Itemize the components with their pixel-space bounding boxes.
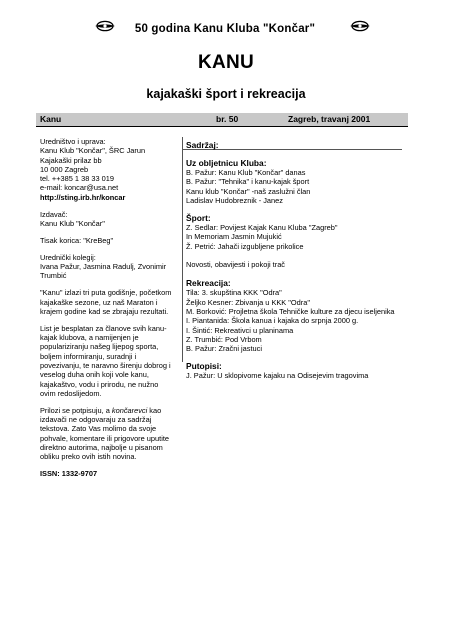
publication-title: KANU	[197, 52, 255, 73]
masthead-text: 50 godina Kanu Kluba "Končar"	[134, 23, 316, 35]
imprint-frequency: "Kanu" izlazi tri puta godišnje, početkom kajakaške sezone, uz naš Maraton i krajem godine kad se zbrajaju rezultati.	[40, 288, 172, 316]
issue-bar-date: Zagreb, travanj 2001	[288, 114, 371, 124]
contents-item[interactable]: Z. Sedlar: Povijest Kajak Kanu Kluba "Zagreb"	[186, 223, 338, 233]
contents-column	[186, 140, 406, 381]
masthead	[80, 23, 370, 35]
contents-item[interactable]: M. Borković: Projletna škola Tehničke kulture za djecu iseljenika	[186, 306, 395, 316]
contents-section-title: Šport:	[186, 213, 211, 224]
imprint-issn: ISSN: 1332-9707	[40, 469, 98, 479]
contents-item[interactable]: Ladislav Hudobreznik - Janez	[186, 195, 283, 205]
contents-section-title: Uz obljetnicu Kluba:	[186, 158, 267, 168]
contents-item[interactable]: Tila: 3. skupština KKK "Odra"	[186, 288, 282, 298]
imprint-editorial: Urednički kolegij: Ivana Pažur, Jasmina Radulj, Zvonimir Trumbić	[40, 252, 167, 281]
contents-item[interactable]: Z. Trumbić: Pod Vrbom	[186, 334, 262, 344]
contents-item[interactable]: Ž. Petrić: Jahači izgubljene prikolice	[186, 241, 304, 251]
imprint-column	[40, 137, 180, 478]
contents-section-title: Putopisi:	[186, 361, 222, 372]
contents-item[interactable]: B. Pažur: "Tehnika" i kanu-kajak šport	[186, 177, 310, 187]
column-divider	[182, 137, 183, 362]
contents-item[interactable]: Kanu klub "Končar" -naš zaslužni član	[186, 186, 311, 196]
contents-item[interactable]: In Memoriam Jasmin Mujukić	[186, 232, 282, 242]
imprint-print: Tisak korica: "KreBeg"	[40, 235, 114, 245]
contents-item[interactable]: J. Pažur: U sklopivome kajaku na Odisejevim tragovima	[186, 371, 369, 381]
publication-subtitle: kajakaški šport i rekreacija	[146, 87, 306, 101]
contents-heading: Sadržaj:	[186, 140, 219, 150]
contents-item[interactable]: B. Pažur: Zračni jastuci	[186, 344, 262, 354]
imprint-publisher: Uredništvo i uprava: Kanu Klub "Končar", ŠRC Jarun Kajakaški prilaz bb 10 000 Zagreb tel. ++385 1 38 33 019 e-mail: koncar@usa.net http://sting.irb.hr/koncar	[40, 137, 180, 202]
contents-item[interactable]: Novosti, obavijesti i pokoji trač	[186, 260, 285, 270]
club-logo-left-icon	[94, 20, 116, 32]
contents-item[interactable]: B. Pažur: Kanu Klub "Končar" danas	[186, 168, 306, 177]
contents-item[interactable]: Željko Kesner: Zbivanja u KKK "Odra"	[186, 297, 310, 307]
imprint-disclaimer: Prilozi se potpisuju, a končarevci kao izdavači ne odgovaraju za sadržaj tekstova. Zato Vas molimo da svoje pohvale, komentare ili prigovore uputite direktno autorima, najbolje u pisanom obliku preko ovih istih novina.	[40, 405, 170, 462]
imprint-email: e-mail: koncar@usa.net	[40, 183, 119, 193]
issue-bar-number: br. 50	[216, 114, 239, 124]
issue-bar-name: Kanu	[40, 114, 62, 124]
contents-item[interactable]: I. Piantanida: Škola kanua i kajaka do srpnja 2000 g.	[186, 316, 359, 326]
contents-item[interactable]: I. Šintić: Rekreativci u planinama	[186, 325, 294, 335]
imprint-mission: List je besplatan za članove svih kanu- kajak klubova, a namijenjen je populariziranju našeg lijepog sporta, boljem informiranju, suradnji i povezivanju, te naravno širenju dobrog i veselog duha onih koji vole kanu, kajakaštvo, vodu i prirodu, ne nužno ovim redoslijedom.	[40, 323, 171, 398]
imprint-website-link[interactable]: http://sting.irb.hr/koncar	[40, 192, 126, 202]
club-logo-right-icon	[349, 20, 371, 32]
imprint-issuer: Izdavač: Kanu Klub "Končar"	[40, 209, 105, 228]
contents-section-title: Rekreacija:	[186, 278, 231, 289]
issue-bar	[36, 113, 408, 127]
